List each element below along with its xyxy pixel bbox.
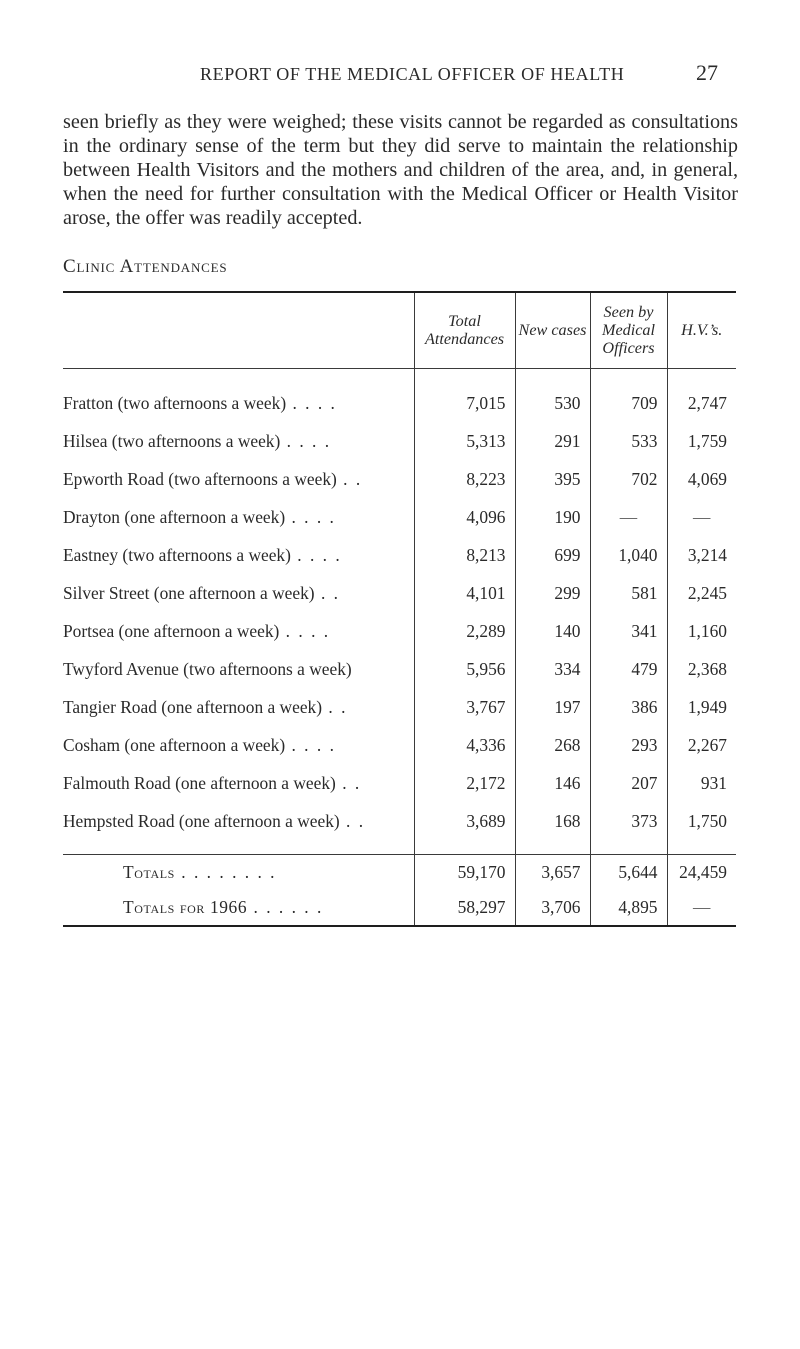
clinic-name-cell bbox=[63, 650, 414, 688]
seen-by-mo-cell: 207 bbox=[590, 764, 667, 802]
clinic-name: Hilsea (two afternoons a week) bbox=[63, 430, 281, 451]
hv-cell: 1,949 bbox=[667, 688, 736, 726]
hv-cell: — bbox=[667, 498, 736, 536]
total-attendances-cell: 7,015 bbox=[414, 384, 515, 422]
hv-cell: 1,160 bbox=[667, 612, 736, 650]
total-attendances-cell: 3,767 bbox=[414, 688, 515, 726]
dot-leader: . . bbox=[336, 468, 363, 489]
column-header-total-attendances: Total Attendances bbox=[414, 292, 515, 368]
table-header bbox=[63, 292, 736, 368]
hv-cell: 2,747 bbox=[667, 384, 736, 422]
hv-cell: 3,214 bbox=[667, 536, 736, 574]
hv-cell: 2,245 bbox=[667, 574, 736, 612]
table-spacer bbox=[63, 368, 736, 384]
seen-by-mo-cell: 533 bbox=[590, 422, 667, 460]
total-attendances-cell: 2,172 bbox=[414, 764, 515, 802]
clinic-name: Cosham (one afternoon a week) bbox=[63, 734, 286, 755]
section-heading: Clinic Attendances bbox=[63, 256, 228, 277]
new-cases-cell: 146 bbox=[515, 764, 590, 802]
totals-1966-label: Totals for 1966 bbox=[123, 897, 248, 917]
table-spacer bbox=[63, 840, 736, 854]
dot-leader: . . bbox=[322, 696, 348, 717]
table-totals bbox=[63, 854, 736, 926]
total-attendances-cell: 3,689 bbox=[414, 802, 515, 840]
clinic-name: Tangier Road (one afternoon a week) bbox=[63, 696, 323, 717]
dot-leader: . . . . bbox=[285, 506, 336, 527]
running-header bbox=[0, 60, 800, 90]
totals-total-attendances: 59,170 bbox=[414, 854, 515, 890]
seen-by-mo-cell: 1,040 bbox=[590, 536, 667, 574]
total-attendances-cell: 5,956 bbox=[414, 650, 515, 688]
table-row bbox=[63, 802, 736, 840]
column-header-seen-by-medical-officers: Seen by Medical Officers bbox=[590, 292, 667, 368]
table-row bbox=[63, 536, 736, 574]
table-header-row bbox=[63, 292, 736, 368]
table-row bbox=[63, 498, 736, 536]
table-row bbox=[63, 384, 736, 422]
totals-label-cell bbox=[63, 854, 414, 890]
clinic-name: Epworth Road (two afternoons a week) bbox=[63, 468, 337, 489]
hv-cell: 1,750 bbox=[667, 802, 736, 840]
seen-by-mo-cell: 479 bbox=[590, 650, 667, 688]
dot-leader: . . . . bbox=[285, 734, 336, 755]
clinic-attendances-table-wrapper bbox=[63, 291, 736, 927]
table-row bbox=[63, 612, 736, 650]
clinic-name-cell bbox=[63, 574, 414, 612]
hv-cell: 1,759 bbox=[667, 422, 736, 460]
total-attendances-cell: 4,336 bbox=[414, 726, 515, 764]
clinic-name: Portsea (one afternoon a week) bbox=[63, 620, 280, 641]
total-attendances-cell: 8,223 bbox=[414, 460, 515, 498]
table-row bbox=[63, 460, 736, 498]
new-cases-cell: 395 bbox=[515, 460, 590, 498]
new-cases-cell: 291 bbox=[515, 422, 590, 460]
hv-cell: 2,267 bbox=[667, 726, 736, 764]
new-cases-cell: 334 bbox=[515, 650, 590, 688]
column-header-hvs: H.V.’s. bbox=[667, 292, 736, 368]
new-cases-cell: 530 bbox=[515, 384, 590, 422]
new-cases-cell: 197 bbox=[515, 688, 590, 726]
column-header-new-cases: New cases bbox=[515, 292, 590, 368]
totals-1966-seen-by-mo: 4,895 bbox=[590, 890, 667, 926]
new-cases-cell: 168 bbox=[515, 802, 590, 840]
hv-cell: 931 bbox=[667, 764, 736, 802]
dot-leader: . . . . bbox=[286, 392, 337, 413]
hv-cell: 4,069 bbox=[667, 460, 736, 498]
clinic-name-cell bbox=[63, 422, 414, 460]
dot-leader: . . . . . . bbox=[247, 897, 324, 917]
total-attendances-cell: 4,096 bbox=[414, 498, 515, 536]
table-row bbox=[63, 574, 736, 612]
table-row bbox=[63, 688, 736, 726]
table-row bbox=[63, 764, 736, 802]
hv-cell: 2,368 bbox=[667, 650, 736, 688]
page-number: 27 bbox=[696, 60, 718, 85]
table-row bbox=[63, 422, 736, 460]
new-cases-cell: 140 bbox=[515, 612, 590, 650]
new-cases-cell: 268 bbox=[515, 726, 590, 764]
dot-leader: . . . . bbox=[279, 620, 331, 641]
running-header-title: REPORT OF THE MEDICAL OFFICER OF HEALTH bbox=[200, 64, 625, 84]
seen-by-mo-cell: — bbox=[590, 498, 667, 536]
table-row bbox=[63, 650, 736, 688]
seen-by-mo-cell: 709 bbox=[590, 384, 667, 422]
clinic-name: Falmouth Road (one afternoon a week) bbox=[63, 772, 336, 793]
dot-leader: . . . . bbox=[290, 544, 342, 565]
totals-row bbox=[63, 854, 736, 890]
new-cases-cell: 190 bbox=[515, 498, 590, 536]
clinic-name: Twyford Avenue (two afternoons a week) bbox=[63, 658, 352, 679]
new-cases-cell: 299 bbox=[515, 574, 590, 612]
clinic-name-cell bbox=[63, 384, 414, 422]
new-cases-cell: 699 bbox=[515, 536, 590, 574]
column-header-clinic bbox=[63, 292, 414, 368]
seen-by-mo-cell: 341 bbox=[590, 612, 667, 650]
totals-label: Totals bbox=[123, 861, 175, 882]
totals-hv: 24,459 bbox=[667, 854, 736, 890]
dot-leader: . . . . bbox=[280, 430, 332, 451]
total-attendances-cell: 4,101 bbox=[414, 574, 515, 612]
dot-leader: . . bbox=[339, 810, 366, 831]
clinic-name: Eastney (two afternoons a week) bbox=[63, 544, 291, 565]
totals-1966-label-cell bbox=[63, 890, 414, 926]
seen-by-mo-cell: 581 bbox=[590, 574, 667, 612]
clinic-name-cell bbox=[63, 688, 414, 726]
clinic-name-cell bbox=[63, 612, 414, 650]
totals-1966-hv: — bbox=[667, 890, 736, 926]
totals-1966-total-attendances: 58,297 bbox=[414, 890, 515, 926]
clinic-name: Drayton (one afternoon a week) bbox=[63, 506, 286, 527]
clinic-name-cell bbox=[63, 764, 414, 802]
totals-new-cases: 3,657 bbox=[515, 854, 590, 890]
totals-1966-row bbox=[63, 890, 736, 926]
clinic-attendances-table bbox=[63, 291, 736, 927]
dot-leader: . . . . . . . . bbox=[174, 861, 277, 882]
total-attendances-cell: 5,313 bbox=[414, 422, 515, 460]
dot-leader: . . bbox=[335, 772, 362, 793]
clinic-name-cell bbox=[63, 498, 414, 536]
clinic-name-cell bbox=[63, 726, 414, 764]
total-attendances-cell: 2,289 bbox=[414, 612, 515, 650]
clinic-name-cell bbox=[63, 802, 414, 840]
clinic-name: Fratton (two afternoons a week) bbox=[63, 392, 287, 413]
clinic-name: Hempsted Road (one afternoon a week) bbox=[63, 810, 340, 831]
seen-by-mo-cell: 373 bbox=[590, 802, 667, 840]
clinic-name-cell bbox=[63, 460, 414, 498]
table-row bbox=[63, 726, 736, 764]
clinic-name: Silver Street (one afternoon a week) bbox=[63, 582, 315, 603]
dot-leader: . . bbox=[314, 582, 340, 603]
totals-seen-by-mo: 5,644 bbox=[590, 854, 667, 890]
seen-by-mo-cell: 386 bbox=[590, 688, 667, 726]
seen-by-mo-cell: 702 bbox=[590, 460, 667, 498]
seen-by-mo-cell: 293 bbox=[590, 726, 667, 764]
intro-paragraph: seen briefly as they were weighed; these visits cannot be regarded as consultations in the ordinary sense of the term but they did serve to maintain the relationship between Health Visitors and the mothers and children of the area, and, in general, when the need for further consultation with the Medical Officer or Health Visitor arose, the offer was readily accepted. bbox=[63, 111, 738, 229]
clinic-name-cell bbox=[63, 536, 414, 574]
table-body bbox=[63, 368, 736, 854]
total-attendances-cell: 8,213 bbox=[414, 536, 515, 574]
totals-1966-new-cases: 3,706 bbox=[515, 890, 590, 926]
